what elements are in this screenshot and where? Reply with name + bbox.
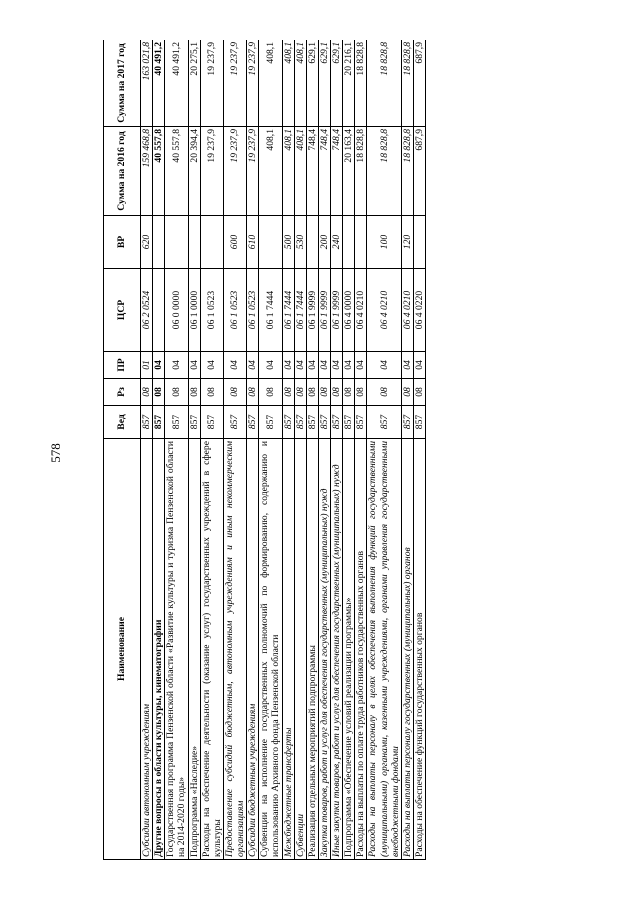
table-cell-csr: 06 2 0524 xyxy=(141,269,153,352)
table-cell-pr: 04 xyxy=(153,352,165,379)
table-cell-csr: 06 1 0523 xyxy=(247,269,259,352)
header-csr: ЦСР xyxy=(104,269,141,352)
table-cell-ved: 857 xyxy=(247,406,259,439)
table-cell-pr: 04 xyxy=(259,352,282,379)
table-cell-sum-2017: 629,1 xyxy=(331,40,343,127)
table-cell-csr: 06 1 7444 xyxy=(294,269,306,352)
table-cell-ved: 857 xyxy=(223,406,246,439)
table-cell-vr xyxy=(413,216,425,269)
table-cell-ved: 857 xyxy=(188,406,200,439)
table-row xyxy=(259,40,282,860)
table-cell-ved: 857 xyxy=(259,406,282,439)
table-cell-rz: 08 xyxy=(188,379,200,406)
table-cell-rz: 08 xyxy=(355,379,367,406)
table-wrapper xyxy=(103,40,560,860)
table-cell-vr: 120 xyxy=(401,216,413,269)
table-cell-vr xyxy=(259,216,282,269)
table-cell-pr: 01 xyxy=(141,352,153,379)
table-cell-sum-2016: 748,4 xyxy=(331,127,343,216)
table-cell-csr: 06 0 0000 xyxy=(165,269,188,352)
table-cell-sum-2016: 687,9 xyxy=(413,127,425,216)
table-cell-vr xyxy=(200,216,223,269)
table-row xyxy=(318,40,330,860)
table-cell-sum-2017: 629,1 xyxy=(318,40,330,127)
table-cell-csr xyxy=(153,269,165,352)
table-cell-pr: 04 xyxy=(306,352,318,379)
table-cell-csr: 06 4 0210 xyxy=(401,269,413,352)
table-cell-sum-2017: 19 237,9 xyxy=(223,40,246,127)
table-cell-rz: 08 xyxy=(223,379,246,406)
table-cell-csr: 06 1 0523 xyxy=(200,269,223,352)
table-cell-sum-2017: 19 237,9 xyxy=(247,40,259,127)
table-cell-rz: 08 xyxy=(259,379,282,406)
table-cell-rz: 08 xyxy=(401,379,413,406)
table-cell-sum-2016: 408,1 xyxy=(282,127,294,216)
table-row xyxy=(165,40,188,860)
table-cell-name: Расходы на обеспечение деятельности (оказание услуг) государственных учреждений в сфере культуры xyxy=(200,439,223,860)
table-cell-csr: 06 1 7444 xyxy=(282,269,294,352)
table-cell-pr: 04 xyxy=(318,352,330,379)
table-cell-vr: 530 xyxy=(294,216,306,269)
table-cell-sum-2016: 408,1 xyxy=(259,127,282,216)
header-sum-2016: Сумма на 2016 год xyxy=(104,127,141,216)
table-cell-pr: 04 xyxy=(355,352,367,379)
table-cell-pr: 04 xyxy=(247,352,259,379)
table-cell-csr: 06 1 7444 xyxy=(259,269,282,352)
table-cell-vr: 600 xyxy=(223,216,246,269)
table-cell-name: Подпрограмма «Наследие» xyxy=(188,439,200,860)
table-row xyxy=(343,40,355,860)
table-cell-name: Закупка товаров, работ и услуг для обеспечения государственных (муниципальных) нужд xyxy=(318,439,330,860)
header-row xyxy=(104,40,141,860)
table-cell-ved: 857 xyxy=(282,406,294,439)
table-cell-name: Реализация отдельных мероприятий подпрограммы xyxy=(306,439,318,860)
table-cell-rz: 08 xyxy=(153,379,165,406)
header-pr: ПР xyxy=(104,352,141,379)
table-cell-name: Субвенции xyxy=(294,439,306,860)
table-cell-rz: 08 xyxy=(141,379,153,406)
table-cell-ved: 857 xyxy=(343,406,355,439)
table-cell-name: Другие вопросы в области культуры, кинематографии xyxy=(153,439,165,860)
table-cell-csr: 06 1 9999 xyxy=(318,269,330,352)
table-cell-name: Расходы на выплаты персоналу в целях обеспечения выполнения функций государственными (муниципальными) органами, казенными учреждениями, органами управления государственными внебюджетными фондами xyxy=(367,439,401,860)
table-cell-sum-2016: 159 468,8 xyxy=(141,127,153,216)
table-cell-sum-2017: 408,1 xyxy=(282,40,294,127)
table-cell-vr xyxy=(165,216,188,269)
table-cell-vr xyxy=(306,216,318,269)
table-cell-sum-2016: 19 237,9 xyxy=(247,127,259,216)
table-cell-sum-2017: 20 216,1 xyxy=(343,40,355,127)
table-row xyxy=(200,40,223,860)
table-cell-csr: 06 4 0210 xyxy=(367,269,401,352)
table-cell-sum-2016: 18 828,8 xyxy=(367,127,401,216)
header-vr: ВР xyxy=(104,216,141,269)
table-cell-sum-2017: 687,9 xyxy=(413,40,425,127)
table-cell-vr: 500 xyxy=(282,216,294,269)
table-cell-pr: 04 xyxy=(200,352,223,379)
table-cell-ved: 857 xyxy=(165,406,188,439)
table-row xyxy=(247,40,259,860)
table-row xyxy=(153,40,165,860)
header-name: Наименование xyxy=(104,439,141,860)
page-number: 578 xyxy=(47,443,63,463)
table-cell-vr xyxy=(343,216,355,269)
table-cell-rz: 08 xyxy=(331,379,343,406)
table-cell-sum-2016: 40 557,8 xyxy=(165,127,188,216)
table-cell-ved: 857 xyxy=(294,406,306,439)
table-cell-name: Иные закупки товаров, работ и услуг для обеспечения государственных (муниципальных) нужд xyxy=(331,439,343,860)
table-cell-name: Расходы на выплаты по оплате труда работников государственных органов xyxy=(355,439,367,860)
table-cell-vr xyxy=(188,216,200,269)
table-cell-ved: 857 xyxy=(153,406,165,439)
table-cell-name: Государственная программа Пензенской области «Развитие культуры и туризма Пензенской области на 2014-2020 годы» xyxy=(165,439,188,860)
table-cell-sum-2016: 19 237,9 xyxy=(223,127,246,216)
table-cell-ved: 857 xyxy=(401,406,413,439)
table-cell-sum-2017: 408,1 xyxy=(294,40,306,127)
table-cell-rz: 08 xyxy=(367,379,401,406)
table-cell-name: Расходы на обеспечение функций государственных органов xyxy=(413,439,425,860)
table-cell-pr: 04 xyxy=(331,352,343,379)
table-cell-vr: 240 xyxy=(331,216,343,269)
table-cell-vr xyxy=(355,216,367,269)
table-cell-sum-2017: 20 275,1 xyxy=(188,40,200,127)
table-cell-sum-2017: 19 237,9 xyxy=(200,40,223,127)
table-cell-sum-2016: 40 557,8 xyxy=(153,127,165,216)
table-cell-ved: 857 xyxy=(331,406,343,439)
table-cell-sum-2016: 748,4 xyxy=(306,127,318,216)
table-cell-sum-2017: 40 491,2 xyxy=(153,40,165,127)
table-row xyxy=(331,40,343,860)
table-cell-pr: 04 xyxy=(223,352,246,379)
table-cell-csr: 06 1 9999 xyxy=(331,269,343,352)
table-row xyxy=(306,40,318,860)
table-cell-name: Предоставление субсидий бюджетным, автономным учреждениям и иным некоммерческим организациям xyxy=(223,439,246,860)
table-cell-ved: 857 xyxy=(413,406,425,439)
table-cell-pr: 04 xyxy=(343,352,355,379)
table-cell-ved: 857 xyxy=(141,406,153,439)
table-cell-vr: 100 xyxy=(367,216,401,269)
table-cell-sum-2017: 629,1 xyxy=(306,40,318,127)
table-cell-rz: 08 xyxy=(200,379,223,406)
table-cell-pr: 04 xyxy=(282,352,294,379)
table-cell-pr: 04 xyxy=(401,352,413,379)
header-sum-2017: Сумма на 2017 год xyxy=(104,40,141,127)
table-row xyxy=(188,40,200,860)
table-cell-ved: 857 xyxy=(306,406,318,439)
table-cell-pr: 04 xyxy=(367,352,401,379)
table-cell-sum-2016: 19 237,9 xyxy=(200,127,223,216)
table-row xyxy=(141,40,153,860)
header-rz: Рз xyxy=(104,379,141,406)
table-cell-csr: 06 4 0210 xyxy=(355,269,367,352)
table-cell-name: Подпрограмма «Обеспечение условий реализации программы» xyxy=(343,439,355,860)
table-cell-ved: 857 xyxy=(200,406,223,439)
budget-table xyxy=(103,40,426,860)
table-cell-sum-2017: 40 491,2 xyxy=(165,40,188,127)
table-cell-sum-2016: 20 163,4 xyxy=(343,127,355,216)
table-cell-sum-2016: 18 828,8 xyxy=(355,127,367,216)
table-cell-rz: 08 xyxy=(165,379,188,406)
table-row xyxy=(355,40,367,860)
table-row xyxy=(294,40,306,860)
table-cell-pr: 04 xyxy=(294,352,306,379)
table-cell-sum-2016: 748,4 xyxy=(318,127,330,216)
table-cell-rz: 08 xyxy=(282,379,294,406)
table-cell-sum-2016: 408,1 xyxy=(294,127,306,216)
header-ved: Вед xyxy=(104,406,141,439)
table-cell-sum-2017: 163 021,8 xyxy=(141,40,153,127)
table-cell-name: Субсидии автономным учреждениям xyxy=(141,439,153,860)
table-cell-csr: 06 1 0000 xyxy=(188,269,200,352)
table-cell-rz: 08 xyxy=(306,379,318,406)
table-cell-csr: 06 4 0000 xyxy=(343,269,355,352)
table-cell-sum-2017: 18 828,8 xyxy=(355,40,367,127)
table-cell-rz: 08 xyxy=(413,379,425,406)
table-cell-name: Субвенции на исполнение государственных полномочий по формированию, содержанию и использованию Архивного фонда Пензенской области xyxy=(259,439,282,860)
table-cell-rz: 08 xyxy=(247,379,259,406)
table-cell-csr: 06 1 0523 xyxy=(223,269,246,352)
table-cell-sum-2017: 18 828,8 xyxy=(401,40,413,127)
table-cell-pr: 04 xyxy=(413,352,425,379)
table-row xyxy=(401,40,413,860)
table-cell-rz: 08 xyxy=(318,379,330,406)
table-cell-vr xyxy=(153,216,165,269)
table-cell-pr: 04 xyxy=(188,352,200,379)
table-cell-ved: 857 xyxy=(355,406,367,439)
table-row xyxy=(367,40,401,860)
table-cell-csr: 06 4 0220 xyxy=(413,269,425,352)
table-row xyxy=(413,40,425,860)
table-cell-vr: 610 xyxy=(247,216,259,269)
table-cell-name: Субсидии бюджетным учреждениям xyxy=(247,439,259,860)
table-cell-ved: 857 xyxy=(318,406,330,439)
table-cell-ved: 857 xyxy=(367,406,401,439)
table-cell-sum-2016: 20 394,4 xyxy=(188,127,200,216)
table-cell-pr: 04 xyxy=(165,352,188,379)
table-row xyxy=(282,40,294,860)
table-cell-sum-2017: 18 828,8 xyxy=(367,40,401,127)
table-row xyxy=(223,40,246,860)
table-cell-csr: 06 1 9999 xyxy=(306,269,318,352)
table-cell-rz: 08 xyxy=(343,379,355,406)
table-cell-name: Расходы на выплаты персоналу государственных (муниципальных) органов xyxy=(401,439,413,860)
table-cell-name: Межбюджетные трансферты xyxy=(282,439,294,860)
table-cell-rz: 08 xyxy=(294,379,306,406)
table-cell-sum-2016: 18 828,8 xyxy=(401,127,413,216)
table-cell-vr: 620 xyxy=(141,216,153,269)
table-cell-sum-2017: 408,1 xyxy=(259,40,282,127)
table-cell-vr: 200 xyxy=(318,216,330,269)
